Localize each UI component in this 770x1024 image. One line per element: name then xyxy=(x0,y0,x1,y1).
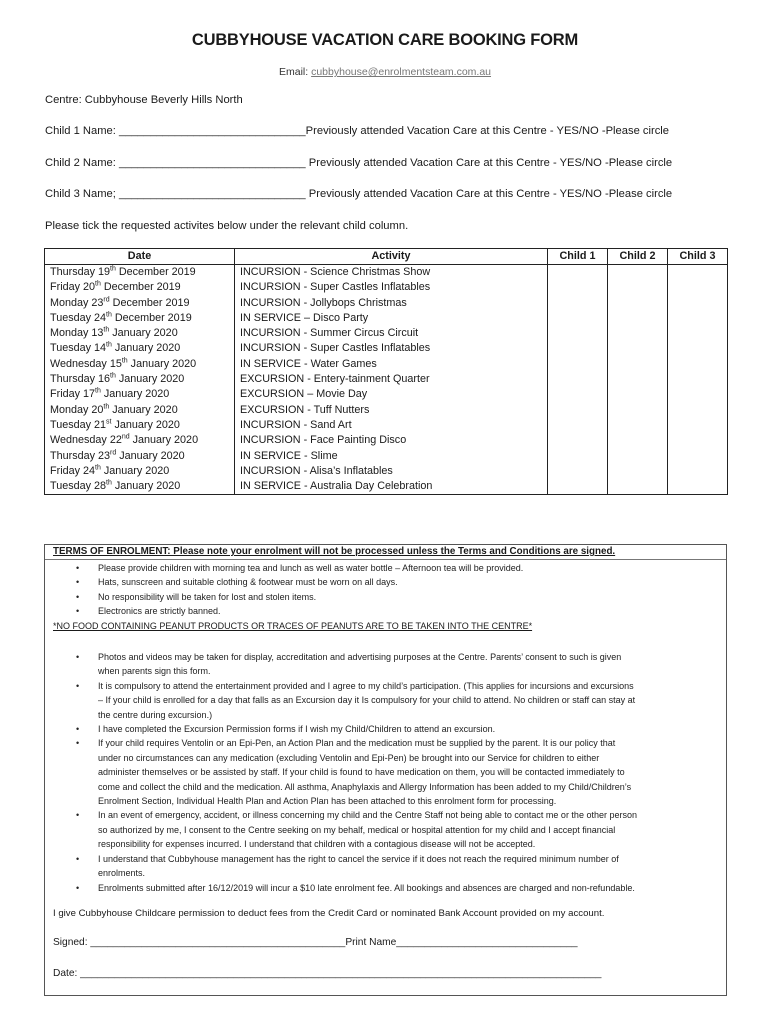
bullet-icon: • xyxy=(76,652,80,662)
date-cell xyxy=(45,372,235,387)
child-1-tick-cell[interactable] xyxy=(548,357,608,372)
terms-item-line: Enrolments submitted after 16/12/2019 will incur a $10 late enrolment fee. All bookings and absences are charged and non-refundable. xyxy=(98,882,635,893)
child-1-previously-attended: Previously attended Vacation Care at this Centre - YES/NO -Please circle xyxy=(305,125,670,137)
date-month-year: January 2020 xyxy=(100,464,170,477)
terms-item-line: enrolments. xyxy=(98,868,146,879)
date-cell xyxy=(45,326,235,341)
header-activity: Activity xyxy=(235,249,548,265)
terms-item xyxy=(45,650,726,679)
child-2-tick-cell[interactable] xyxy=(608,449,668,464)
child-3-tick-cell[interactable] xyxy=(668,280,728,295)
child-1-tick-cell[interactable] xyxy=(548,311,608,326)
activity-cell: EXCURSION – Movie Day xyxy=(235,387,548,402)
child-1-tick-cell[interactable] xyxy=(548,403,608,418)
table-row xyxy=(45,341,728,356)
date-cell xyxy=(45,433,235,448)
child-1-name-label: Child 1 Name: xyxy=(45,125,116,137)
activity-cell: INCURSION - Super Castles Inflatables xyxy=(235,280,548,295)
bullet-icon: • xyxy=(76,563,80,573)
terms-item xyxy=(45,575,726,589)
child-3-name-field[interactable]: ______________________________ xyxy=(119,188,306,200)
date-cell xyxy=(45,403,235,418)
child-3-previously-attended: Previously attended Vacation Care at this Centre - YES/NO -Please circle xyxy=(305,188,673,200)
bullet-icon: • xyxy=(76,606,80,617)
date-day: Friday 24 xyxy=(50,464,96,477)
child-1-tick-cell[interactable] xyxy=(548,326,608,341)
date-day: Wednesday 22 xyxy=(50,434,122,447)
date-cell xyxy=(45,387,235,402)
child-1-tick-cell[interactable] xyxy=(548,372,608,387)
terms-item xyxy=(45,679,726,722)
date-month-year: January 2020 xyxy=(129,434,199,447)
child-1-tick-cell[interactable] xyxy=(548,418,608,433)
centre-line: Centre: Cubbyhouse Beverly Hills North xyxy=(45,94,243,106)
date-ordinal-suffix: th xyxy=(106,341,112,349)
date-ordinal-suffix: rd xyxy=(110,448,117,456)
terms-item-line: under no circumstances can any medication (excluding Ventolin and Epi-Pen) be brought into our Service for children to either xyxy=(98,752,600,763)
child-1-tick-cell[interactable] xyxy=(548,464,608,479)
date-month-year: December 2019 xyxy=(111,311,192,324)
email-label: Email: xyxy=(278,66,309,78)
date-ordinal-suffix: th xyxy=(121,357,128,365)
table-row xyxy=(45,372,728,387)
date-day: Friday 17 xyxy=(50,388,96,401)
child-1-tick-cell[interactable] xyxy=(548,479,608,495)
date-cell xyxy=(45,280,235,295)
date-day: Tuesday 24 xyxy=(50,311,107,324)
table-row xyxy=(45,357,728,372)
date-day: Tuesday 28 xyxy=(50,480,107,493)
date-day: Thursday 19 xyxy=(50,266,111,278)
date-cell xyxy=(45,341,235,356)
terms-item xyxy=(45,604,726,618)
table-row xyxy=(45,296,728,311)
table-row xyxy=(45,433,728,448)
terms-item-text: Please provide children with morning tea and lunch as well as water bottle – Afternoon tea will be provided. xyxy=(98,563,524,573)
tick-instruction: Please tick the requested activites below under the relevant child column. xyxy=(45,220,409,232)
date-ordinal-suffix: th xyxy=(95,280,101,288)
child-3-tick-cell[interactable] xyxy=(668,479,728,495)
child-2-tick-cell[interactable] xyxy=(608,372,668,387)
header-date: Date xyxy=(45,249,235,265)
terms-item-line: I have completed the Excursion Permission forms if I wish my Child/Children to attend an excursion. xyxy=(98,724,496,735)
child-3-tick-cell[interactable] xyxy=(668,387,728,402)
terms-item-text: Electronics are strictly banned. xyxy=(98,606,221,617)
date-month-year: January 2020 xyxy=(115,373,185,386)
date-day: Tuesday 21 xyxy=(50,418,107,431)
date-month-year: January 2020 xyxy=(100,388,170,401)
activity-cell: INCURSION - Science Christmas Show xyxy=(235,265,548,281)
child-1-tick-cell[interactable] xyxy=(548,387,608,402)
date-month-year: January 2020 xyxy=(116,449,185,462)
child-1-tick-cell[interactable] xyxy=(548,433,608,448)
fee-permission-statement: I give Cubbyhouse Childcare permission to deduct fees from the Credit Card or nominated Bank Account provided on my account. xyxy=(53,908,605,919)
activity-cell: INCURSION - Sand Art xyxy=(235,418,548,433)
date-ordinal-suffix: th xyxy=(110,372,116,380)
child-2-tick-cell[interactable] xyxy=(608,311,668,326)
bullet-icon: • xyxy=(76,724,80,735)
date-ordinal-suffix: th xyxy=(103,326,110,334)
terms-item-line: administer themselves or be assisted by staff. If your child is found to have medication on them, you will be contacted immediately to xyxy=(98,767,625,778)
date-month-year: January 2020 xyxy=(109,403,178,416)
child-3-tick-cell[interactable] xyxy=(668,357,728,372)
child-1-name-row xyxy=(45,125,669,137)
date-month-year: January 2020 xyxy=(127,357,197,370)
terms-list-general xyxy=(45,561,726,619)
bullet-icon: • xyxy=(76,738,80,749)
date-ordinal-suffix: th xyxy=(106,311,112,319)
child-3-tick-cell[interactable] xyxy=(668,433,728,448)
date-day: Monday 23 xyxy=(50,296,104,309)
terms-item xyxy=(45,852,726,881)
table-row xyxy=(45,449,728,464)
table-row xyxy=(45,418,728,433)
terms-item-line: I understand that Cubbyhouse management has the right to cancel the service if it does not reach the required minimum number of xyxy=(98,853,619,864)
bullet-icon: • xyxy=(76,577,80,588)
terms-item-line: If your child requires Ventolin or an Epi-Pen, an Action Plan and the medication must be supplied by the parent. It is our policy that xyxy=(98,738,616,749)
date-ordinal-suffix: th xyxy=(95,464,101,472)
terms-item xyxy=(45,881,726,895)
child-3-tick-cell[interactable] xyxy=(668,449,728,464)
activity-cell: INCURSION - Face Painting Disco xyxy=(235,433,548,448)
form-title: CUBBYHOUSE VACATION CARE BOOKING FORM xyxy=(191,31,579,49)
activity-cell: IN SERVICE - Slime xyxy=(235,449,548,464)
bullet-icon: • xyxy=(76,853,80,864)
table-row xyxy=(45,280,728,295)
child-1-tick-cell[interactable] xyxy=(548,265,608,281)
date-ordinal-suffix: rd xyxy=(103,296,110,303)
activity-cell: EXCURSION - Entery-tainment Quarter xyxy=(235,372,548,387)
activity-cell: INCURSION - Alisa’s Inflatables xyxy=(235,464,548,479)
child-3-tick-cell[interactable] xyxy=(668,418,728,433)
date-month-year: January 2020 xyxy=(111,342,181,355)
child-2-name-row xyxy=(45,157,672,169)
child-2-tick-cell[interactable] xyxy=(608,280,668,295)
child-2-name-label: Child 2 Name: xyxy=(45,157,116,169)
date-month-year: December 2019 xyxy=(100,281,181,294)
terms-item-line: Photos and videos may be taken for display, accreditation and advertising purposes at the Centre. Parents’ consent to such is given xyxy=(98,652,622,662)
terms-item-line: come and collect the child and the medication. All asthma, Anaphylaxis and Allergy Information has been added to my Child/Children’s xyxy=(98,781,632,792)
activity-cell: IN SERVICE – Disco Party xyxy=(235,311,548,326)
child-2-previously-attended: Previously attended Vacation Care at this Centre - YES/NO -Please circle xyxy=(305,157,673,169)
date-line[interactable]: Date: ____________________________________________________________________________________________ xyxy=(53,968,602,979)
child-2-tick-cell[interactable] xyxy=(608,357,668,372)
activity-cell: INCURSION - Jollybops Christmas xyxy=(235,296,548,311)
terms-item xyxy=(45,722,726,736)
table-row xyxy=(45,326,728,341)
child-3-tick-cell[interactable] xyxy=(668,326,728,341)
terms-item xyxy=(45,590,726,604)
date-day: Monday 13 xyxy=(50,327,104,340)
date-cell xyxy=(45,479,235,495)
child-2-name-field[interactable]: ______________________________ xyxy=(119,157,306,169)
date-day: Thursday 16 xyxy=(50,373,111,386)
table-row xyxy=(45,403,728,418)
table-row xyxy=(45,265,728,281)
table-row xyxy=(45,387,728,402)
date-ordinal-suffix: st xyxy=(106,418,112,426)
child-2-tick-cell[interactable] xyxy=(608,418,668,433)
peanut-notice: *NO FOOD CONTAINING PEANUT PRODUCTS OR TRACES OF PEANUTS ARE TO BE TAKEN INTO THE CENTRE* xyxy=(53,621,533,631)
date-day: Tuesday 14 xyxy=(50,342,107,355)
activity-cell: INCURSION - Super Castles Inflatables xyxy=(235,341,548,356)
table-header-row xyxy=(45,249,728,265)
date-cell xyxy=(45,357,235,372)
child-3-tick-cell[interactable] xyxy=(668,296,728,311)
terms-item-line: when parents sign this form. xyxy=(98,666,211,677)
date-cell xyxy=(45,296,235,311)
header-child-1: Child 1 xyxy=(548,249,608,265)
child-2-tick-cell[interactable] xyxy=(608,296,668,311)
bullet-icon: • xyxy=(76,680,80,691)
terms-item-text: No responsibility will be taken for lost and stolen items. xyxy=(98,591,317,602)
terms-of-enrolment-box xyxy=(44,544,727,996)
child-2-tick-cell[interactable] xyxy=(608,326,668,341)
bullet-icon: • xyxy=(76,810,80,821)
child-1-tick-cell[interactable] xyxy=(548,296,608,311)
activity-cell: IN SERVICE - Water Games xyxy=(235,357,548,372)
table-row xyxy=(45,464,728,479)
child-3-tick-cell[interactable] xyxy=(668,341,728,356)
date-cell xyxy=(45,418,235,433)
date-day: Wednesday 15 xyxy=(50,357,122,370)
table-row xyxy=(45,479,728,495)
activity-table xyxy=(44,248,728,495)
child-1-tick-cell[interactable] xyxy=(548,449,608,464)
terms-item xyxy=(45,808,726,851)
date-ordinal-suffix: th xyxy=(110,265,116,273)
date-month-year: December 2019 xyxy=(109,296,190,309)
date-ordinal-suffix: th xyxy=(103,403,110,411)
child-1-name-field[interactable]: ______________________________ xyxy=(119,125,306,137)
date-day: Friday 20 xyxy=(50,281,96,294)
terms-item-line: responsibility for expenses incurred. I understand that children with a contagious disease will not be accepted. xyxy=(98,839,536,850)
terms-item-line: the centre during excursion.) xyxy=(98,709,213,720)
bullet-icon: • xyxy=(76,591,80,602)
child-1-tick-cell[interactable] xyxy=(548,341,608,356)
child-2-tick-cell[interactable] xyxy=(608,341,668,356)
date-cell xyxy=(45,464,235,479)
email-link[interactable]: cubbyhouse@enrolmentsteam.com.au xyxy=(311,66,492,78)
terms-item-line: Enrolment Section, Individual Health Plan and Action Plan has been attached to this enrolment form for processing. xyxy=(98,796,557,807)
table-row xyxy=(45,311,728,326)
terms-item-line: – If your child is enrolled for a day that falls as an Excursion day it Is compulsory for your child to attend. No children or staff can stay at xyxy=(98,695,636,706)
terms-item xyxy=(45,736,726,808)
child-2-tick-cell[interactable] xyxy=(608,479,668,495)
terms-item-line: so authorized by me, I consent to the Centre seeking on my behalf, medical or hospital attention for my child and I accept financial xyxy=(98,824,616,835)
activity-cell: INCURSION - Summer Circus Circuit xyxy=(235,326,548,341)
child-2-tick-cell[interactable] xyxy=(608,403,668,418)
date-cell xyxy=(45,311,235,326)
child-3-tick-cell[interactable] xyxy=(668,403,728,418)
activity-cell: IN SERVICE - Australia Day Celebration xyxy=(235,479,548,495)
terms-list-consent xyxy=(45,650,726,895)
terms-item xyxy=(45,561,726,575)
date-cell xyxy=(45,449,235,464)
child-3-tick-cell[interactable] xyxy=(668,464,728,479)
email-line xyxy=(0,66,770,78)
terms-item-text: Hats, sunscreen and suitable clothing & footwear must be worn on all days. xyxy=(98,577,398,588)
terms-item-line: It is compulsory to attend the entertainment provided and I agree to my child’s participation. (This applies for incursions and excursions xyxy=(98,680,634,691)
date-month-year: January 2020 xyxy=(109,327,178,340)
date-month-year: January 2020 xyxy=(111,418,180,431)
date-ordinal-suffix: th xyxy=(106,479,112,487)
date-month-year: January 2020 xyxy=(111,480,181,493)
child-3-tick-cell[interactable] xyxy=(668,372,728,387)
terms-divider xyxy=(45,559,726,560)
terms-item-line: In an event of emergency, accident, or illness concerning my child and the Centre Staff not being able to contact me or the other person xyxy=(98,810,637,821)
child-2-tick-cell[interactable] xyxy=(608,464,668,479)
header-child-3: Child 3 xyxy=(668,249,728,265)
child-2-tick-cell[interactable] xyxy=(608,433,668,448)
child-3-tick-cell[interactable] xyxy=(668,311,728,326)
bullet-icon: • xyxy=(76,882,80,893)
date-ordinal-suffix: th xyxy=(95,387,101,395)
date-day: Thursday 23 xyxy=(50,449,111,462)
child-3-name-label: Child 3 Name; xyxy=(45,188,116,200)
header-child-2: Child 2 xyxy=(608,249,668,265)
child-2-tick-cell[interactable] xyxy=(608,387,668,402)
child-2-tick-cell[interactable] xyxy=(608,265,668,281)
child-3-tick-cell[interactable] xyxy=(668,265,728,281)
date-ordinal-suffix: nd xyxy=(121,433,130,441)
date-month-year: December 2019 xyxy=(115,266,196,278)
date-cell xyxy=(45,265,235,281)
date-day: Monday 20 xyxy=(50,403,104,416)
signature-line[interactable]: Signed: _____________________________________________Print Name________________________________ xyxy=(53,937,578,948)
child-3-name-row xyxy=(45,188,672,200)
activity-cell: EXCURSION - Tuff Nutters xyxy=(235,403,548,418)
child-1-tick-cell[interactable] xyxy=(548,280,608,295)
terms-heading: TERMS OF ENROLMENT: Please note your enrolment will not be processed unless the Terms and Conditions are signed. xyxy=(53,546,616,557)
